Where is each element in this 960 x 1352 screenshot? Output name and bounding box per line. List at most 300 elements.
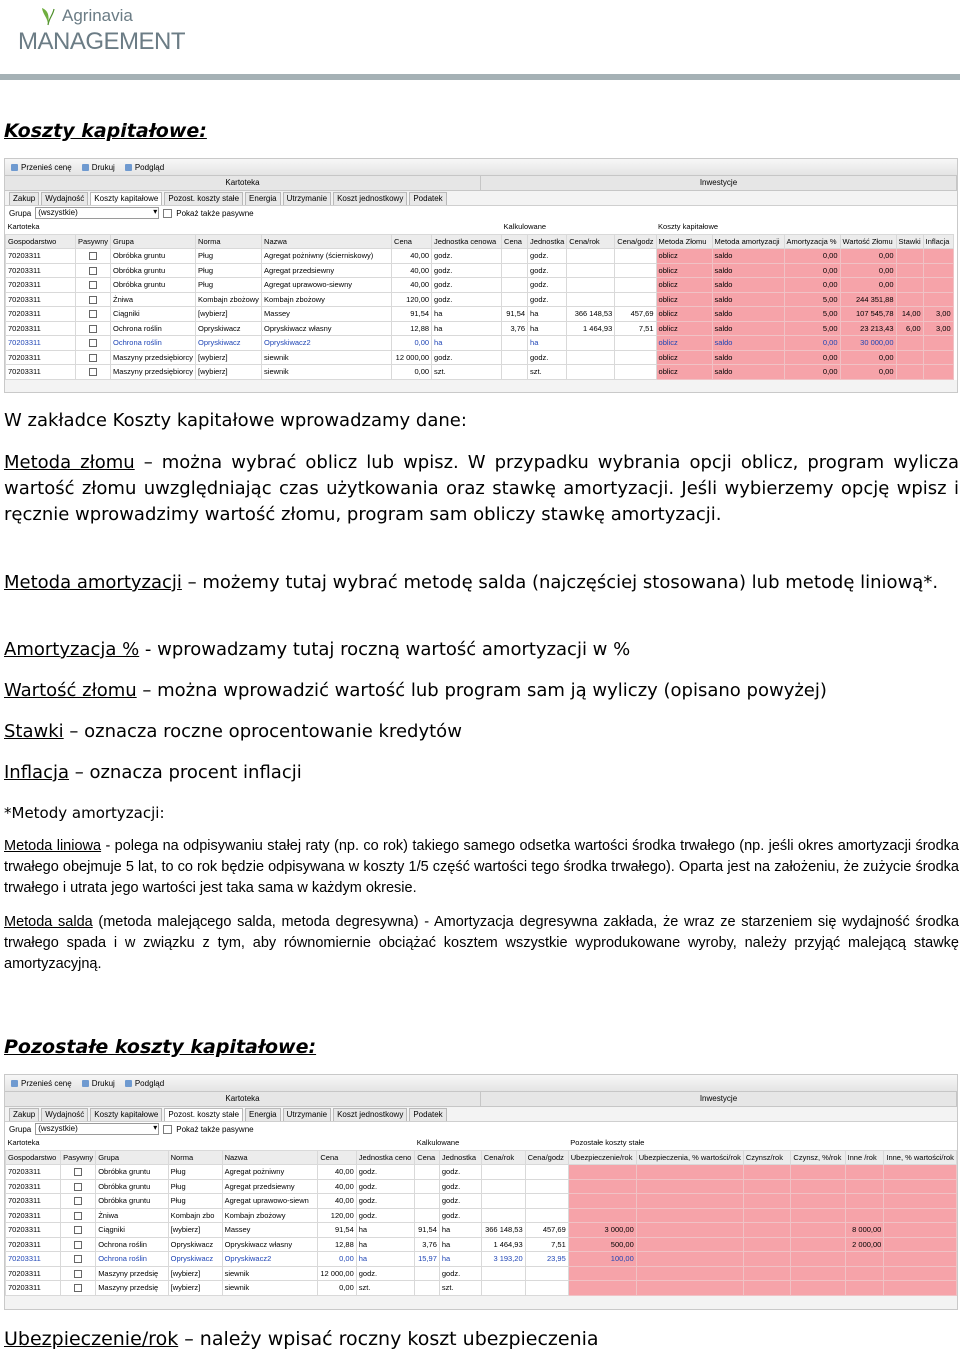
column-header[interactable]: Gospodarstwo [6, 1150, 61, 1165]
table-cell[interactable] [525, 1165, 568, 1180]
table-cell[interactable]: ha [432, 307, 502, 322]
table-cell[interactable]: 457,69 [615, 307, 656, 322]
column-header[interactable]: Amortyzacja % [784, 234, 840, 249]
show-passive-checkbox[interactable] [163, 1125, 172, 1134]
toolbar-przenies-cene[interactable] [11, 1079, 72, 1088]
table-cell[interactable] [525, 1179, 568, 1194]
table-cell[interactable]: siewnik [222, 1281, 318, 1296]
table-cell[interactable]: Agregat przedsiewny [262, 263, 392, 278]
table-cell[interactable] [636, 1237, 743, 1252]
table-row[interactable] [6, 1179, 957, 1194]
table-cell[interactable] [884, 1252, 957, 1267]
column-header[interactable]: Nazwa [222, 1150, 318, 1165]
pane-kartoteka[interactable]: Kartoteka [5, 1092, 481, 1106]
table-cell[interactable]: ha [432, 336, 502, 351]
table-cell[interactable]: Kombajn zbożowy [262, 292, 392, 307]
table-cell[interactable] [415, 1194, 440, 1209]
table-cell[interactable]: godz. [432, 249, 502, 264]
table-cell[interactable] [896, 249, 923, 264]
table-cell[interactable]: [wybierz] [168, 1223, 222, 1238]
table-cell[interactable]: ha [528, 336, 567, 351]
table-cell[interactable] [525, 1281, 568, 1296]
table-cell[interactable]: Ochrona roślin [96, 1237, 168, 1252]
table-cell[interactable] [567, 263, 615, 278]
passive-checkbox[interactable] [89, 296, 97, 304]
pane-inwestycje[interactable]: Inwestycje [481, 1092, 957, 1106]
table-cell[interactable] [502, 263, 528, 278]
column-header[interactable]: Pasywny [76, 234, 111, 249]
table-cell[interactable]: 91,54 [415, 1223, 440, 1238]
show-passive-checkbox[interactable] [163, 209, 172, 218]
table-cell[interactable] [615, 350, 656, 365]
table-cell[interactable] [502, 292, 528, 307]
column-header[interactable]: Czynsz, %/rok [791, 1150, 845, 1165]
column-header[interactable]: Nazwa [262, 234, 392, 249]
passive-checkbox[interactable] [74, 1255, 82, 1263]
table-cell[interactable]: [wybierz] [196, 350, 262, 365]
passive-checkbox[interactable] [89, 310, 97, 318]
table-cell[interactable] [791, 1281, 845, 1296]
table-cell[interactable]: Pług [196, 249, 262, 264]
table-cell[interactable] [568, 1194, 636, 1209]
table-cell[interactable]: 70203311 [6, 336, 76, 351]
table-cell[interactable]: godz. [356, 1194, 415, 1209]
passive-checkbox[interactable] [89, 368, 97, 376]
table-cell[interactable] [791, 1252, 845, 1267]
table-cell[interactable] [884, 1237, 957, 1252]
table-cell[interactable]: szt. [432, 365, 502, 380]
table-cell[interactable]: 107 545,78 [840, 307, 896, 322]
table-cell[interactable]: ha [432, 321, 502, 336]
tab-podatek[interactable]: Podatek [409, 1108, 446, 1121]
column-header[interactable]: Inne /rok [845, 1150, 884, 1165]
column-header[interactable]: Jednostka ceno [356, 1150, 415, 1165]
table-cell[interactable]: oblicz [656, 278, 712, 293]
passive-checkbox[interactable] [89, 339, 97, 347]
table-cell[interactable]: 70203311 [6, 278, 76, 293]
table-cell[interactable] [896, 336, 923, 351]
table-cell[interactable]: saldo [712, 307, 784, 322]
table-cell[interactable]: 3,00 [923, 321, 953, 336]
table-cell[interactable]: szt. [439, 1281, 481, 1296]
table-row[interactable] [6, 292, 954, 307]
table-cell[interactable]: godz. [528, 292, 567, 307]
table-cell[interactable] [884, 1223, 957, 1238]
table-row[interactable] [6, 1194, 957, 1209]
table-cell[interactable] [76, 263, 111, 278]
table-cell[interactable] [743, 1165, 791, 1180]
table-cell[interactable] [743, 1194, 791, 1209]
table-cell[interactable]: siewnik [262, 365, 392, 380]
table-cell[interactable]: 0,00 [840, 249, 896, 264]
table-cell[interactable]: 70203311 [6, 1179, 61, 1194]
table-cell[interactable] [636, 1208, 743, 1223]
table-cell[interactable]: Opryskiwacz [168, 1252, 222, 1267]
table-cell[interactable] [415, 1165, 440, 1180]
table-cell[interactable]: oblicz [656, 249, 712, 264]
table-cell[interactable] [636, 1223, 743, 1238]
table-cell[interactable] [61, 1179, 96, 1194]
table-cell[interactable] [845, 1266, 884, 1281]
table-cell[interactable]: 70203311 [6, 1281, 61, 1296]
table-cell[interactable] [615, 365, 656, 380]
pane-kartoteka[interactable]: Kartoteka [5, 176, 481, 190]
table-cell[interactable]: ha [528, 321, 567, 336]
table-cell[interactable] [884, 1179, 957, 1194]
table-cell[interactable]: 0,00 [784, 249, 840, 264]
table-cell[interactable] [481, 1194, 525, 1209]
table-cell[interactable]: 1 464,93 [481, 1237, 525, 1252]
table-cell[interactable]: 70203311 [6, 1237, 61, 1252]
column-header[interactable]: Norma [196, 234, 262, 249]
table-cell[interactable]: Opryskiwacz2 [222, 1252, 318, 1267]
table-row[interactable] [6, 263, 954, 278]
tab-pozost-koszty-stale[interactable]: Pozost. koszty stałe [164, 1108, 243, 1121]
table-cell[interactable]: Obróbka gruntu [111, 249, 196, 264]
table-cell[interactable] [568, 1281, 636, 1296]
table-row[interactable] [6, 1208, 957, 1223]
table-cell[interactable] [568, 1208, 636, 1223]
table-cell[interactable]: saldo [712, 263, 784, 278]
table-cell[interactable]: 7,51 [525, 1237, 568, 1252]
table-cell[interactable] [636, 1179, 743, 1194]
table-cell[interactable]: 7,51 [615, 321, 656, 336]
table-cell[interactable]: Pług [168, 1194, 222, 1209]
passive-checkbox[interactable] [74, 1284, 82, 1292]
table-cell[interactable]: 3 000,00 [568, 1223, 636, 1238]
table-cell[interactable] [923, 365, 953, 380]
table-cell[interactable] [415, 1208, 440, 1223]
table-cell[interactable]: ha [356, 1223, 415, 1238]
table-cell[interactable] [76, 278, 111, 293]
table-cell[interactable] [567, 292, 615, 307]
table-cell[interactable] [923, 336, 953, 351]
table-cell[interactable]: 70203311 [6, 1252, 61, 1267]
column-header[interactable]: Metoda amortyzacji [712, 234, 784, 249]
table-cell[interactable] [845, 1194, 884, 1209]
table-cell[interactable]: 1 464,93 [567, 321, 615, 336]
table-cell[interactable]: Pług [168, 1165, 222, 1180]
table-cell[interactable]: 5,00 [784, 321, 840, 336]
table-cell[interactable]: saldo [712, 350, 784, 365]
column-header[interactable]: Wartość Złomu [840, 234, 896, 249]
table-cell[interactable]: saldo [712, 278, 784, 293]
column-header[interactable]: Cena/rok [567, 234, 615, 249]
table-cell[interactable]: godz. [432, 278, 502, 293]
table-cell[interactable] [415, 1281, 440, 1296]
table-cell[interactable]: 5,00 [784, 307, 840, 322]
column-header[interactable]: Cena [415, 1150, 440, 1165]
tab-utrzymanie[interactable]: Utrzymanie [283, 1108, 331, 1121]
tab-wydajnosc[interactable]: Wydajność [41, 192, 88, 205]
column-header[interactable]: Stawki [896, 234, 923, 249]
table-cell[interactable]: godz. [432, 292, 502, 307]
tab-zakup[interactable]: Zakup [9, 1108, 39, 1121]
table-cell[interactable] [525, 1208, 568, 1223]
table-cell[interactable] [791, 1237, 845, 1252]
table-cell[interactable]: godz. [356, 1179, 415, 1194]
table-row[interactable] [6, 1266, 957, 1281]
table-cell[interactable]: 40,00 [392, 278, 432, 293]
table-cell[interactable]: saldo [712, 249, 784, 264]
toolbar-drukuj[interactable] [82, 163, 115, 172]
table-cell[interactable]: godz. [528, 249, 567, 264]
table-cell[interactable]: Opryskiwacz [168, 1237, 222, 1252]
table-cell[interactable] [923, 278, 953, 293]
column-header[interactable]: Norma [168, 1150, 222, 1165]
table-cell[interactable] [567, 249, 615, 264]
table-cell[interactable]: 15,97 [415, 1252, 440, 1267]
table-cell[interactable]: 0,00 [840, 278, 896, 293]
table-cell[interactable]: 120,00 [392, 292, 432, 307]
table-cell[interactable] [896, 292, 923, 307]
table-cell[interactable]: 0,00 [318, 1281, 356, 1296]
table-cell[interactable]: 70203311 [6, 292, 76, 307]
table-cell[interactable]: saldo [712, 292, 784, 307]
column-header[interactable]: Cena/rok [481, 1150, 525, 1165]
table-cell[interactable] [884, 1208, 957, 1223]
table-cell[interactable]: Opryskiwacz [196, 336, 262, 351]
table-cell[interactable]: Obróbka gruntu [96, 1179, 168, 1194]
table-cell[interactable]: saldo [712, 336, 784, 351]
table-cell[interactable]: Ochrona roślin [96, 1252, 168, 1267]
table-cell[interactable]: Agregat pożniwny (ścierniskowy) [262, 249, 392, 264]
table-cell[interactable]: 100,00 [568, 1252, 636, 1267]
table-cell[interactable]: 8 000,00 [845, 1223, 884, 1238]
table-cell[interactable]: ha [356, 1237, 415, 1252]
column-header[interactable]: Inne, % wartości/rok [884, 1150, 957, 1165]
table-cell[interactable] [61, 1266, 96, 1281]
table-cell[interactable] [502, 336, 528, 351]
table-cell[interactable] [743, 1237, 791, 1252]
table-cell[interactable] [743, 1179, 791, 1194]
table-cell[interactable] [896, 365, 923, 380]
column-header[interactable]: Cena [502, 234, 528, 249]
table-cell[interactable] [923, 350, 953, 365]
table-cell[interactable]: 23 213,43 [840, 321, 896, 336]
table-cell[interactable]: 120,00 [318, 1208, 356, 1223]
column-header[interactable]: Cena/godz [615, 234, 656, 249]
table-row[interactable] [6, 1237, 957, 1252]
column-header[interactable]: Metoda Złomu [656, 234, 712, 249]
table-cell[interactable]: 70203311 [6, 1194, 61, 1209]
table-cell[interactable] [61, 1194, 96, 1209]
table-row[interactable] [6, 1165, 957, 1180]
table-cell[interactable]: Massey [262, 307, 392, 322]
table-cell[interactable]: Obróbka gruntu [96, 1165, 168, 1180]
column-header[interactable]: Jednostka [439, 1150, 481, 1165]
table-cell[interactable] [743, 1208, 791, 1223]
column-header[interactable]: Czynsz/rok [743, 1150, 791, 1165]
table-cell[interactable]: godz. [439, 1179, 481, 1194]
table-cell[interactable] [415, 1179, 440, 1194]
passive-checkbox[interactable] [74, 1197, 82, 1205]
table-cell[interactable]: oblicz [656, 307, 712, 322]
table-cell[interactable]: Pług [196, 263, 262, 278]
table-cell[interactable] [567, 278, 615, 293]
table-cell[interactable]: 366 148,53 [567, 307, 615, 322]
table-cell[interactable]: 6,00 [896, 321, 923, 336]
table-cell[interactable]: godz. [432, 350, 502, 365]
table-row[interactable] [6, 1281, 957, 1296]
table-cell[interactable]: 0,00 [784, 350, 840, 365]
passive-checkbox[interactable] [89, 252, 97, 260]
table-cell[interactable] [61, 1237, 96, 1252]
table-cell[interactable] [76, 292, 111, 307]
table-cell[interactable]: Obróbka gruntu [96, 1194, 168, 1209]
table-cell[interactable]: 0,00 [392, 365, 432, 380]
table-cell[interactable] [896, 278, 923, 293]
table-cell[interactable]: godz. [439, 1194, 481, 1209]
table-cell[interactable]: 70203311 [6, 1266, 61, 1281]
table-cell[interactable]: 70203311 [6, 1208, 61, 1223]
table-cell[interactable]: oblicz [656, 350, 712, 365]
table-cell[interactable] [791, 1179, 845, 1194]
column-header[interactable]: Cena/godz [525, 1150, 568, 1165]
passive-checkbox[interactable] [74, 1226, 82, 1234]
tab-energia[interactable]: Energia [245, 192, 281, 205]
table-cell[interactable]: 70203311 [6, 307, 76, 322]
table-cell[interactable]: 14,00 [896, 307, 923, 322]
table-cell[interactable]: godz. [439, 1208, 481, 1223]
tab-pozost-koszty-stale[interactable]: Pozost. koszty stałe [164, 192, 243, 205]
table-cell[interactable]: Opryskiwacz własny [262, 321, 392, 336]
table-cell[interactable]: 70203311 [6, 1165, 61, 1180]
table-cell[interactable] [636, 1266, 743, 1281]
table-cell[interactable] [791, 1266, 845, 1281]
table-cell[interactable]: Żniwa [111, 292, 196, 307]
table-cell[interactable]: godz. [528, 350, 567, 365]
table-cell[interactable]: 40,00 [318, 1194, 356, 1209]
table-cell[interactable] [923, 292, 953, 307]
table-cell[interactable]: Agregat przedsiewny [222, 1179, 318, 1194]
table-cell[interactable]: 3 193,20 [481, 1252, 525, 1267]
table-cell[interactable]: 70203311 [6, 249, 76, 264]
column-header[interactable]: Cena [392, 234, 432, 249]
table-cell[interactable] [568, 1266, 636, 1281]
column-header[interactable]: Pasywny [61, 1150, 96, 1165]
table-cell[interactable]: 70203311 [6, 365, 76, 380]
column-header[interactable]: Inflacja [923, 234, 953, 249]
table-cell[interactable] [567, 350, 615, 365]
table-row[interactable] [6, 1252, 957, 1267]
table-cell[interactable] [615, 249, 656, 264]
table-cell[interactable] [845, 1252, 884, 1267]
table-cell[interactable]: 0,00 [318, 1252, 356, 1267]
table-cell[interactable] [845, 1281, 884, 1296]
table-cell[interactable]: 0,00 [784, 263, 840, 278]
table-cell[interactable]: 70203311 [6, 321, 76, 336]
table-cell[interactable]: 2 000,00 [845, 1237, 884, 1252]
table-cell[interactable]: Opryskiwacz2 [262, 336, 392, 351]
table-cell[interactable]: oblicz [656, 292, 712, 307]
table-cell[interactable]: Massey [222, 1223, 318, 1238]
table-cell[interactable]: szt. [528, 365, 567, 380]
table-cell[interactable]: 12,88 [392, 321, 432, 336]
tab-koszty-kapitalowe[interactable]: Koszty kapitałowe [90, 1108, 162, 1121]
table-cell[interactable]: saldo [712, 365, 784, 380]
column-header[interactable]: Ubezpieczenie/rok [568, 1150, 636, 1165]
table-cell[interactable] [743, 1223, 791, 1238]
table-cell[interactable]: [wybierz] [168, 1266, 222, 1281]
table-cell[interactable] [61, 1208, 96, 1223]
table-cell[interactable]: 0,00 [840, 365, 896, 380]
table-cell[interactable] [845, 1208, 884, 1223]
table-cell[interactable]: Ciągniki [96, 1223, 168, 1238]
column-header[interactable]: Jednostka cenowa [432, 234, 502, 249]
table-cell[interactable] [884, 1281, 957, 1296]
table-cell[interactable]: ha [439, 1237, 481, 1252]
tab-energia[interactable]: Energia [245, 1108, 281, 1121]
passive-checkbox[interactable] [89, 267, 97, 275]
table-cell[interactable] [615, 292, 656, 307]
table-cell[interactable]: oblicz [656, 365, 712, 380]
table-cell[interactable] [502, 365, 528, 380]
table-row[interactable] [6, 365, 954, 380]
table-cell[interactable] [76, 307, 111, 322]
table-cell[interactable]: godz. [528, 278, 567, 293]
table-cell[interactable] [61, 1281, 96, 1296]
table-cell[interactable]: 0,00 [840, 263, 896, 278]
table-cell[interactable]: Żniwa [96, 1208, 168, 1223]
table-cell[interactable] [61, 1223, 96, 1238]
table-cell[interactable] [923, 263, 953, 278]
toolbar-przenies-cene[interactable] [11, 163, 72, 172]
table-cell[interactable] [481, 1281, 525, 1296]
table-cell[interactable] [568, 1165, 636, 1180]
table-cell[interactable]: ha [528, 307, 567, 322]
column-header[interactable]: Grupa [111, 234, 196, 249]
table-row[interactable] [6, 278, 954, 293]
table-cell[interactable] [743, 1266, 791, 1281]
table-cell[interactable] [568, 1179, 636, 1194]
toolbar-podglad[interactable] [125, 163, 164, 172]
table-cell[interactable] [76, 350, 111, 365]
tab-koszty-kapitalowe[interactable]: Koszty kapitałowe [90, 192, 162, 205]
table-cell[interactable]: 70203311 [6, 1223, 61, 1238]
table-cell[interactable]: ha [439, 1223, 481, 1238]
passive-checkbox[interactable] [74, 1241, 82, 1249]
table-cell[interactable] [791, 1208, 845, 1223]
table-cell[interactable] [791, 1165, 845, 1180]
table-cell[interactable]: 0,00 [840, 350, 896, 365]
table-cell[interactable] [61, 1252, 96, 1267]
column-header[interactable]: Jednostka [528, 234, 567, 249]
table-cell[interactable]: 3,00 [923, 307, 953, 322]
table-cell[interactable]: 3,76 [415, 1237, 440, 1252]
table-cell[interactable]: oblicz [656, 263, 712, 278]
table-cell[interactable] [76, 249, 111, 264]
toolbar-podglad[interactable] [125, 1079, 164, 1088]
toolbar-drukuj[interactable] [82, 1079, 115, 1088]
table-cell[interactable]: Kombajn zbożowy [196, 292, 262, 307]
table-row[interactable] [6, 1223, 957, 1238]
column-header[interactable]: Gospodarstwo [6, 234, 76, 249]
table-cell[interactable]: 0,00 [784, 336, 840, 351]
table-cell[interactable] [636, 1281, 743, 1296]
table-cell[interactable]: Opryskiwacz [196, 321, 262, 336]
table-cell[interactable] [743, 1252, 791, 1267]
passive-checkbox[interactable] [89, 325, 97, 333]
table-cell[interactable]: 0,00 [784, 278, 840, 293]
table-cell[interactable]: Maszyny przedsię [96, 1266, 168, 1281]
table-cell[interactable]: Kombajn zbożowy [222, 1208, 318, 1223]
table-cell[interactable] [502, 278, 528, 293]
table-row[interactable] [6, 307, 954, 322]
table-cell[interactable]: [wybierz] [196, 307, 262, 322]
table-cell[interactable]: [wybierz] [196, 365, 262, 380]
table-cell[interactable]: godz. [356, 1266, 415, 1281]
